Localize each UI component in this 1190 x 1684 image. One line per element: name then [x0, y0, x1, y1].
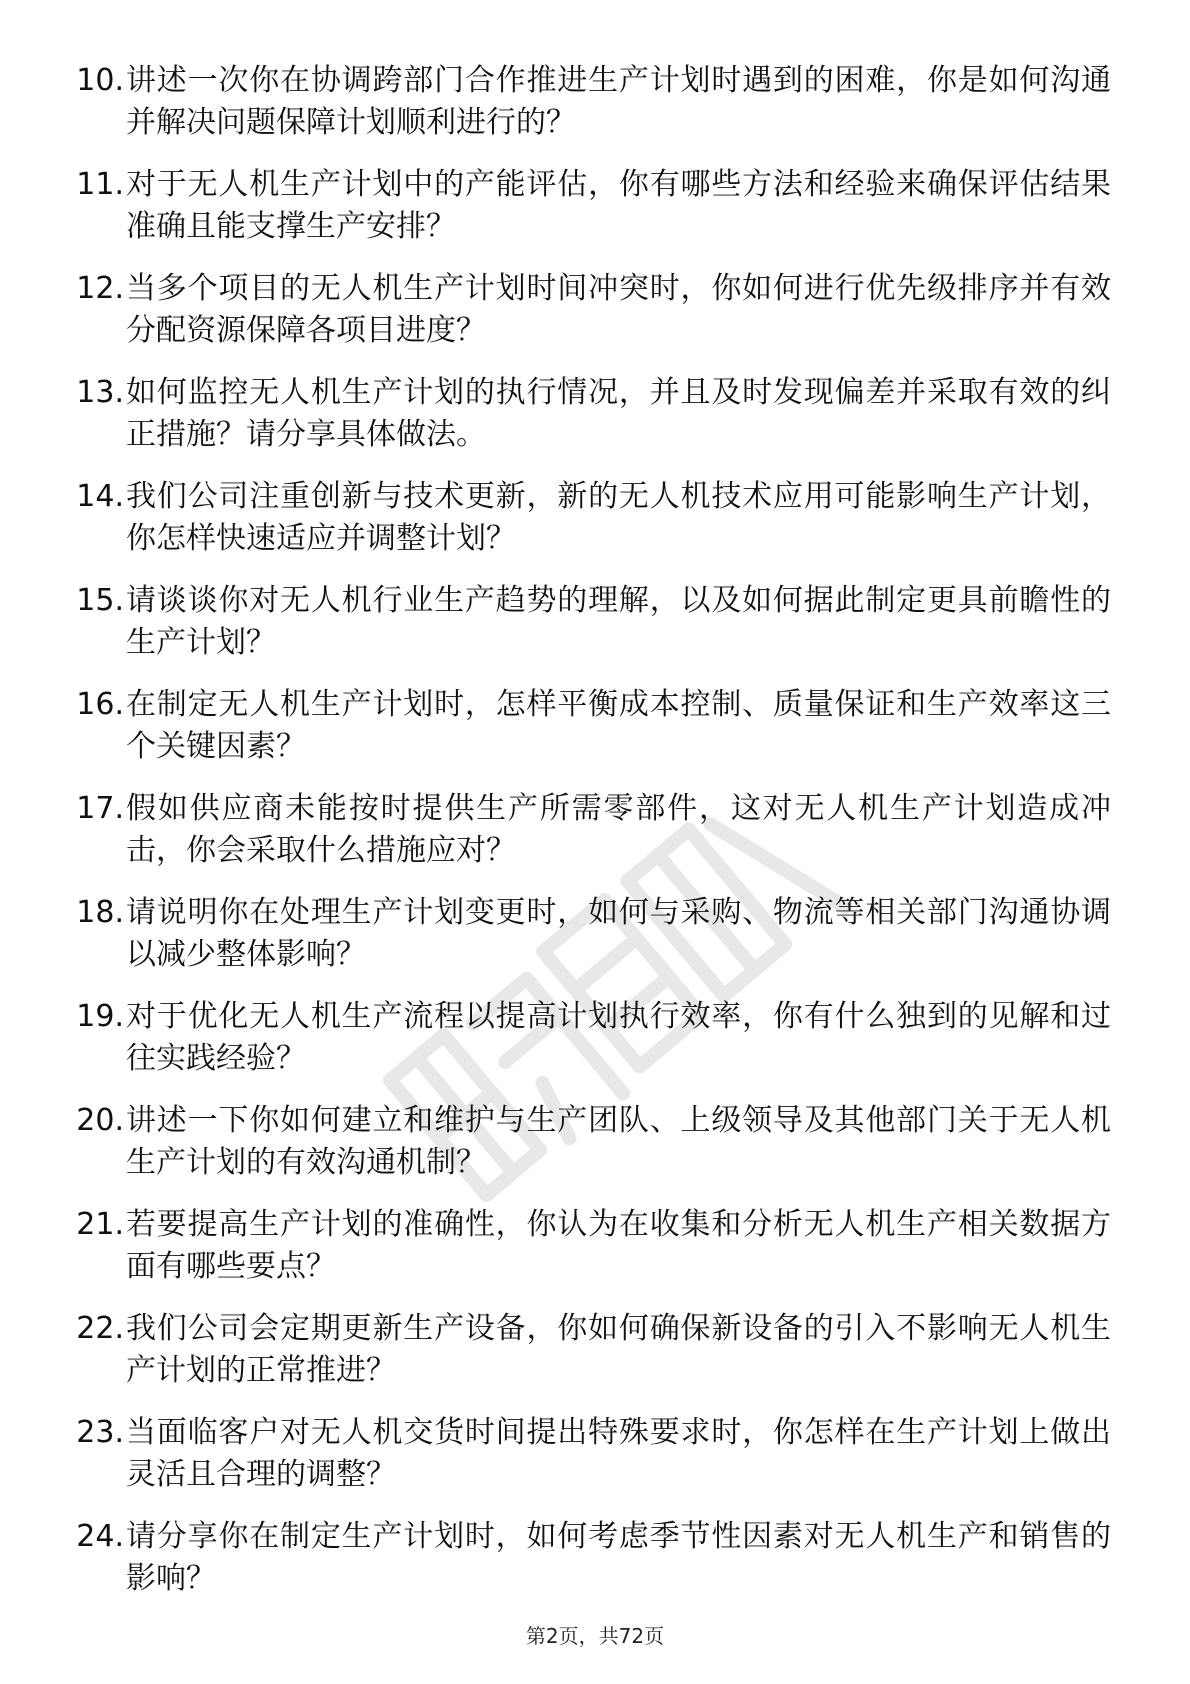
question-item [56, 476, 1116, 580]
question-number: 24. [76, 1519, 124, 1554]
question-text: 请说明你在处理生产计划变更时，如何与采购、物流等相关部门沟通协调以减少整体影响？ [126, 895, 1111, 972]
question-text: 对于优化无人机生产流程以提高计划执行效率，你有什么独到的见解和过往实践经验？ [126, 999, 1111, 1076]
question-number: 15. [76, 583, 124, 618]
question-text: 假如供应商未能按时提供生产所需零部件，这对无人机生产计划造成冲击，你会采取什么措施应对？ [126, 791, 1111, 868]
page-number-footer: 第2页，共72页 [525, 1624, 665, 1648]
question-number: 11. [76, 167, 124, 202]
question-text: 请谈谈你对无人机行业生产趋势的理解，以及如何据此制定更具前瞻性的生产计划？ [126, 583, 1111, 660]
question-number: 19. [76, 999, 124, 1034]
question-number: 17. [76, 791, 124, 826]
question-item [56, 580, 1116, 684]
question-item [56, 164, 1116, 268]
question-text: 若要提高生产计划的准确性，你认为在收集和分析无人机生产相关数据方面有哪些要点？ [126, 1207, 1111, 1284]
question-number: 22. [76, 1311, 124, 1346]
question-text: 我们公司注重创新与技术更新，新的无人机技术应用可能影响生产计划，你怎样快速适应并调整计划？ [126, 479, 1111, 556]
question-item [56, 1204, 1116, 1308]
question-text: 讲述一次你在协调跨部门合作推进生产计划时遇到的困难，你是如何沟通并解决问题保障计划顺利进行的？ [126, 63, 1111, 140]
question-text: 我们公司会定期更新生产设备，你如何确保新设备的引入不影响无人机生产计划的正常推进？ [126, 1311, 1111, 1388]
question-text: 对于无人机生产计划中的产能评估，你有哪些方法和经验来确保评估结果准确且能支撑生产安排？ [126, 167, 1111, 244]
question-list [56, 60, 1116, 1620]
question-text: 当多个项目的无人机生产计划时间冲突时，你如何进行优先级排序并有效分配资源保障各项目进度？ [126, 271, 1111, 348]
question-text: 当面临客户对无人机交货时间提出特殊要求时，你怎样在生产计划上做出灵活且合理的调整？ [126, 1415, 1111, 1492]
question-text: 请分享你在制定生产计划时，如何考虑季节性因素对无人机生产和销售的影响？ [126, 1519, 1111, 1596]
question-item [56, 1308, 1116, 1412]
question-number: 18. [76, 895, 124, 930]
question-text: 如何监控无人机生产计划的执行情况，并且及时发现偏差并采取有效的纠正措施？请分享具体做法。 [126, 375, 1111, 452]
question-item [56, 60, 1116, 164]
question-item [56, 684, 1116, 788]
question-number: 21. [76, 1207, 124, 1242]
question-text: 在制定无人机生产计划时，怎样平衡成本控制、质量保证和生产效率这三个关键因素？ [126, 687, 1111, 764]
question-number: 14. [76, 479, 124, 514]
question-number: 20. [76, 1103, 124, 1138]
question-number: 13. [76, 375, 124, 410]
question-number: 12. [76, 271, 124, 306]
question-item [56, 892, 1116, 996]
question-item [56, 788, 1116, 892]
question-text: 讲述一下你如何建立和维护与生产团队、上级领导及其他部门关于无人机生产计划的有效沟通机制？ [126, 1103, 1111, 1180]
question-item [56, 996, 1116, 1100]
question-item [56, 1100, 1116, 1204]
question-item [56, 1412, 1116, 1516]
question-item [56, 372, 1116, 476]
question-item [56, 1516, 1116, 1620]
question-number: 16. [76, 687, 124, 722]
question-item [56, 268, 1116, 372]
question-number: 23. [76, 1415, 124, 1450]
question-number: 10. [76, 63, 124, 98]
